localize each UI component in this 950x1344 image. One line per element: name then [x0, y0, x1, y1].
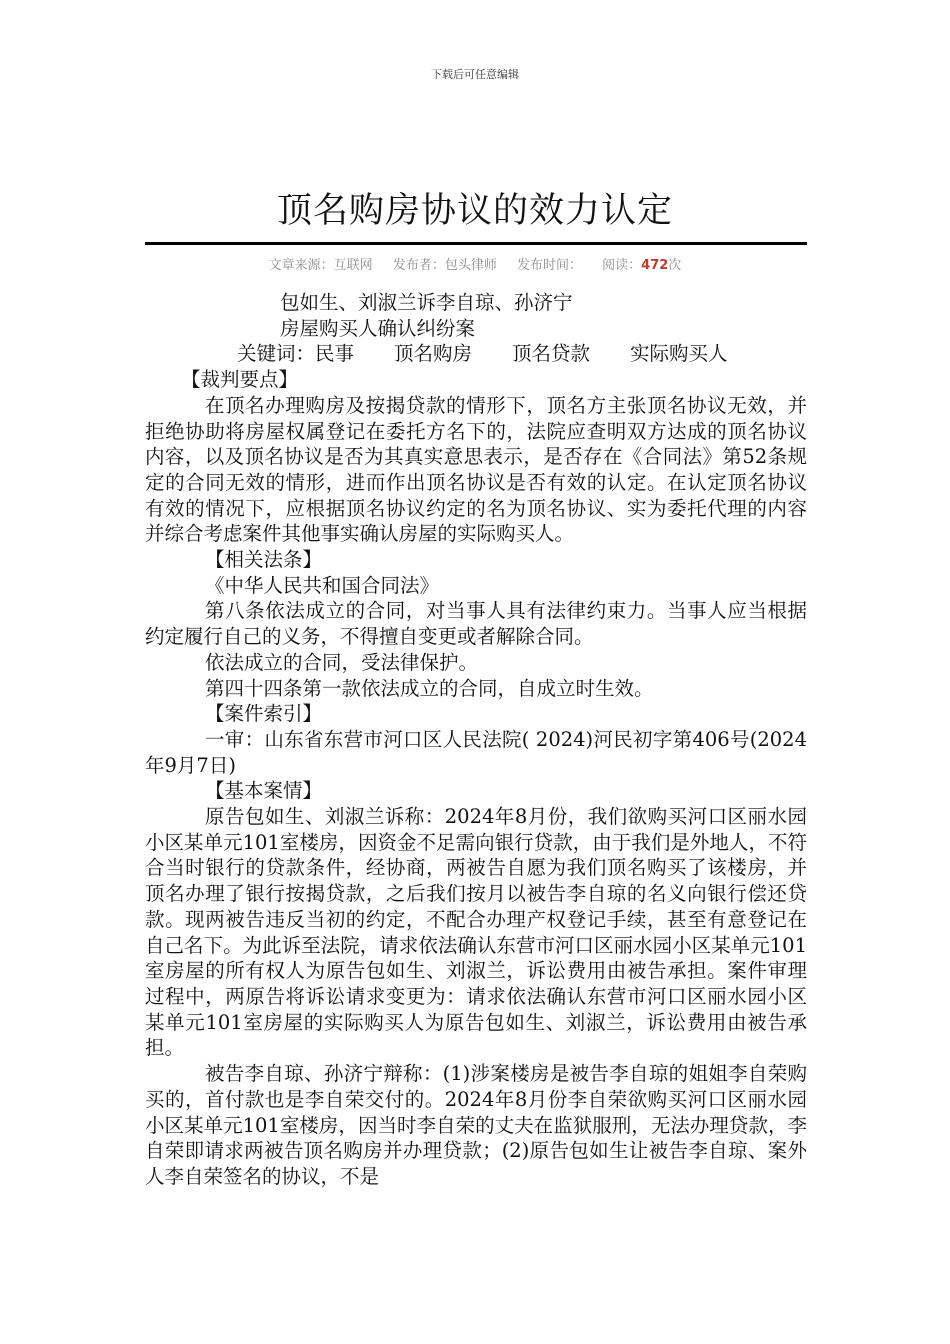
meta-publisher: 发布者：包头律师: [392, 258, 497, 273]
meta-reads-label: 阅读：: [602, 258, 642, 273]
meta-reads-count: 472: [641, 258, 669, 273]
keyword-1: 顶名购房: [394, 342, 473, 366]
keyword-3: 实际购买人: [630, 342, 728, 366]
index-heading: 【案件索引】: [205, 702, 323, 726]
facts-paragraph-2: 被告李自琼、孙济宁辩称：(1)涉案楼房是被告李自琼的姐姐李自荣购买的，首付款也是李自荣交付的。2024年8月份李自荣欲购买河口区丽水园小区某单元101室楼房，因当时李自荣的丈夫在监狱服刑，无法办理贷款，李自荣即请求两被告顶名购房并办理贷款；(2)原告包如生让被告李自琼、案外人李自荣签名的协议，不是: [145, 1062, 807, 1188]
facts-heading: 【基本案情】: [205, 779, 323, 803]
keyword-2: 顶名贷款: [512, 342, 591, 366]
page-title: 顶名购房协议的效力认定: [276, 191, 673, 232]
meta-source: 文章来源：互联网: [268, 258, 373, 273]
law-article-8: 第八条依法成立的合同，对当事人具有法律约束力。当事人应当根据约定履行自己的义务，不得擅自变更或者解除合同。: [145, 599, 807, 649]
case-title-line2: 房屋购买人确认纠纷案: [280, 316, 476, 340]
law-article-8b: 依法成立的合同，受法律保护。: [205, 650, 479, 674]
article-meta: [0, 254, 950, 273]
law-name: 《中华人民共和国合同法》: [205, 573, 440, 597]
meta-time: 发布时间：: [516, 258, 582, 273]
title-divider: [145, 242, 807, 245]
law-heading: 【相关法条】: [205, 548, 323, 572]
article-body: [145, 290, 807, 1190]
facts-paragraph-1: 原告包如生、刘淑兰诉称：2024年8月份，我们欲购买河口区丽水园小区某单元101室楼房，因资金不足需向银行贷款，由于我们是外地人，不符合当时银行的贷款条件，经协商，两被告自愿为我们顶名购买了该楼房，并顶名办理了银行按揭贷款，之后我们按月以被告李自琼的名义向银行偿还贷款。现两被告违反当初的约定，不配合办理产权登记手续，甚至有意登记在自己名下。为此诉至法院，请求依法确认东营市河口区丽水园小区某单元101室房屋的所有权人为原告包如生、刘淑兰，诉讼费用由被告承担。案件审理过程中，两原告将诉讼请求变更为：请求依法确认东营市河口区丽水园小区某单元101室房屋的实际购买人为原告包如生、刘淑兰，诉讼费用由被告承担。: [145, 805, 807, 1060]
keywords-label: 关键词：民事: [237, 342, 355, 366]
law-article-44: 第四十四条第一款依法成立的合同，自成立时生效。: [205, 676, 654, 700]
keywords-line: [145, 341, 807, 367]
ruling-text: 在顶名办理购房及按揭贷款的情形下，顶名方主张顶名协议无效，并拒绝协助将房屋权属登记在委托方名下的，法院应查明双方达成的顶名协议内容，以及顶名协议是否为其真实意思表示，是否存在《合同法》第52条规定的合同无效的情形，进而作出顶名协议是否有效的认定。在认定顶名协议有效的情况下，应根据顶名协议约定的名为顶名协议、实为委托代理的内容并综合考虑案件其他事实确认房屋的实际购买人。: [145, 393, 807, 546]
header-note: 下载后可任意编辑: [431, 68, 519, 81]
meta-reads: [602, 258, 681, 273]
index-text: 一审：山东省东营市河口区人民法院( 2024)河民初字第406号(2024年9月7日): [145, 727, 807, 777]
ruling-heading: 【裁判要点】: [181, 368, 299, 392]
case-title-line1: 包如生、刘淑兰诉李自琼、孙济宁: [280, 291, 573, 314]
meta-reads-unit: 次: [668, 258, 682, 273]
